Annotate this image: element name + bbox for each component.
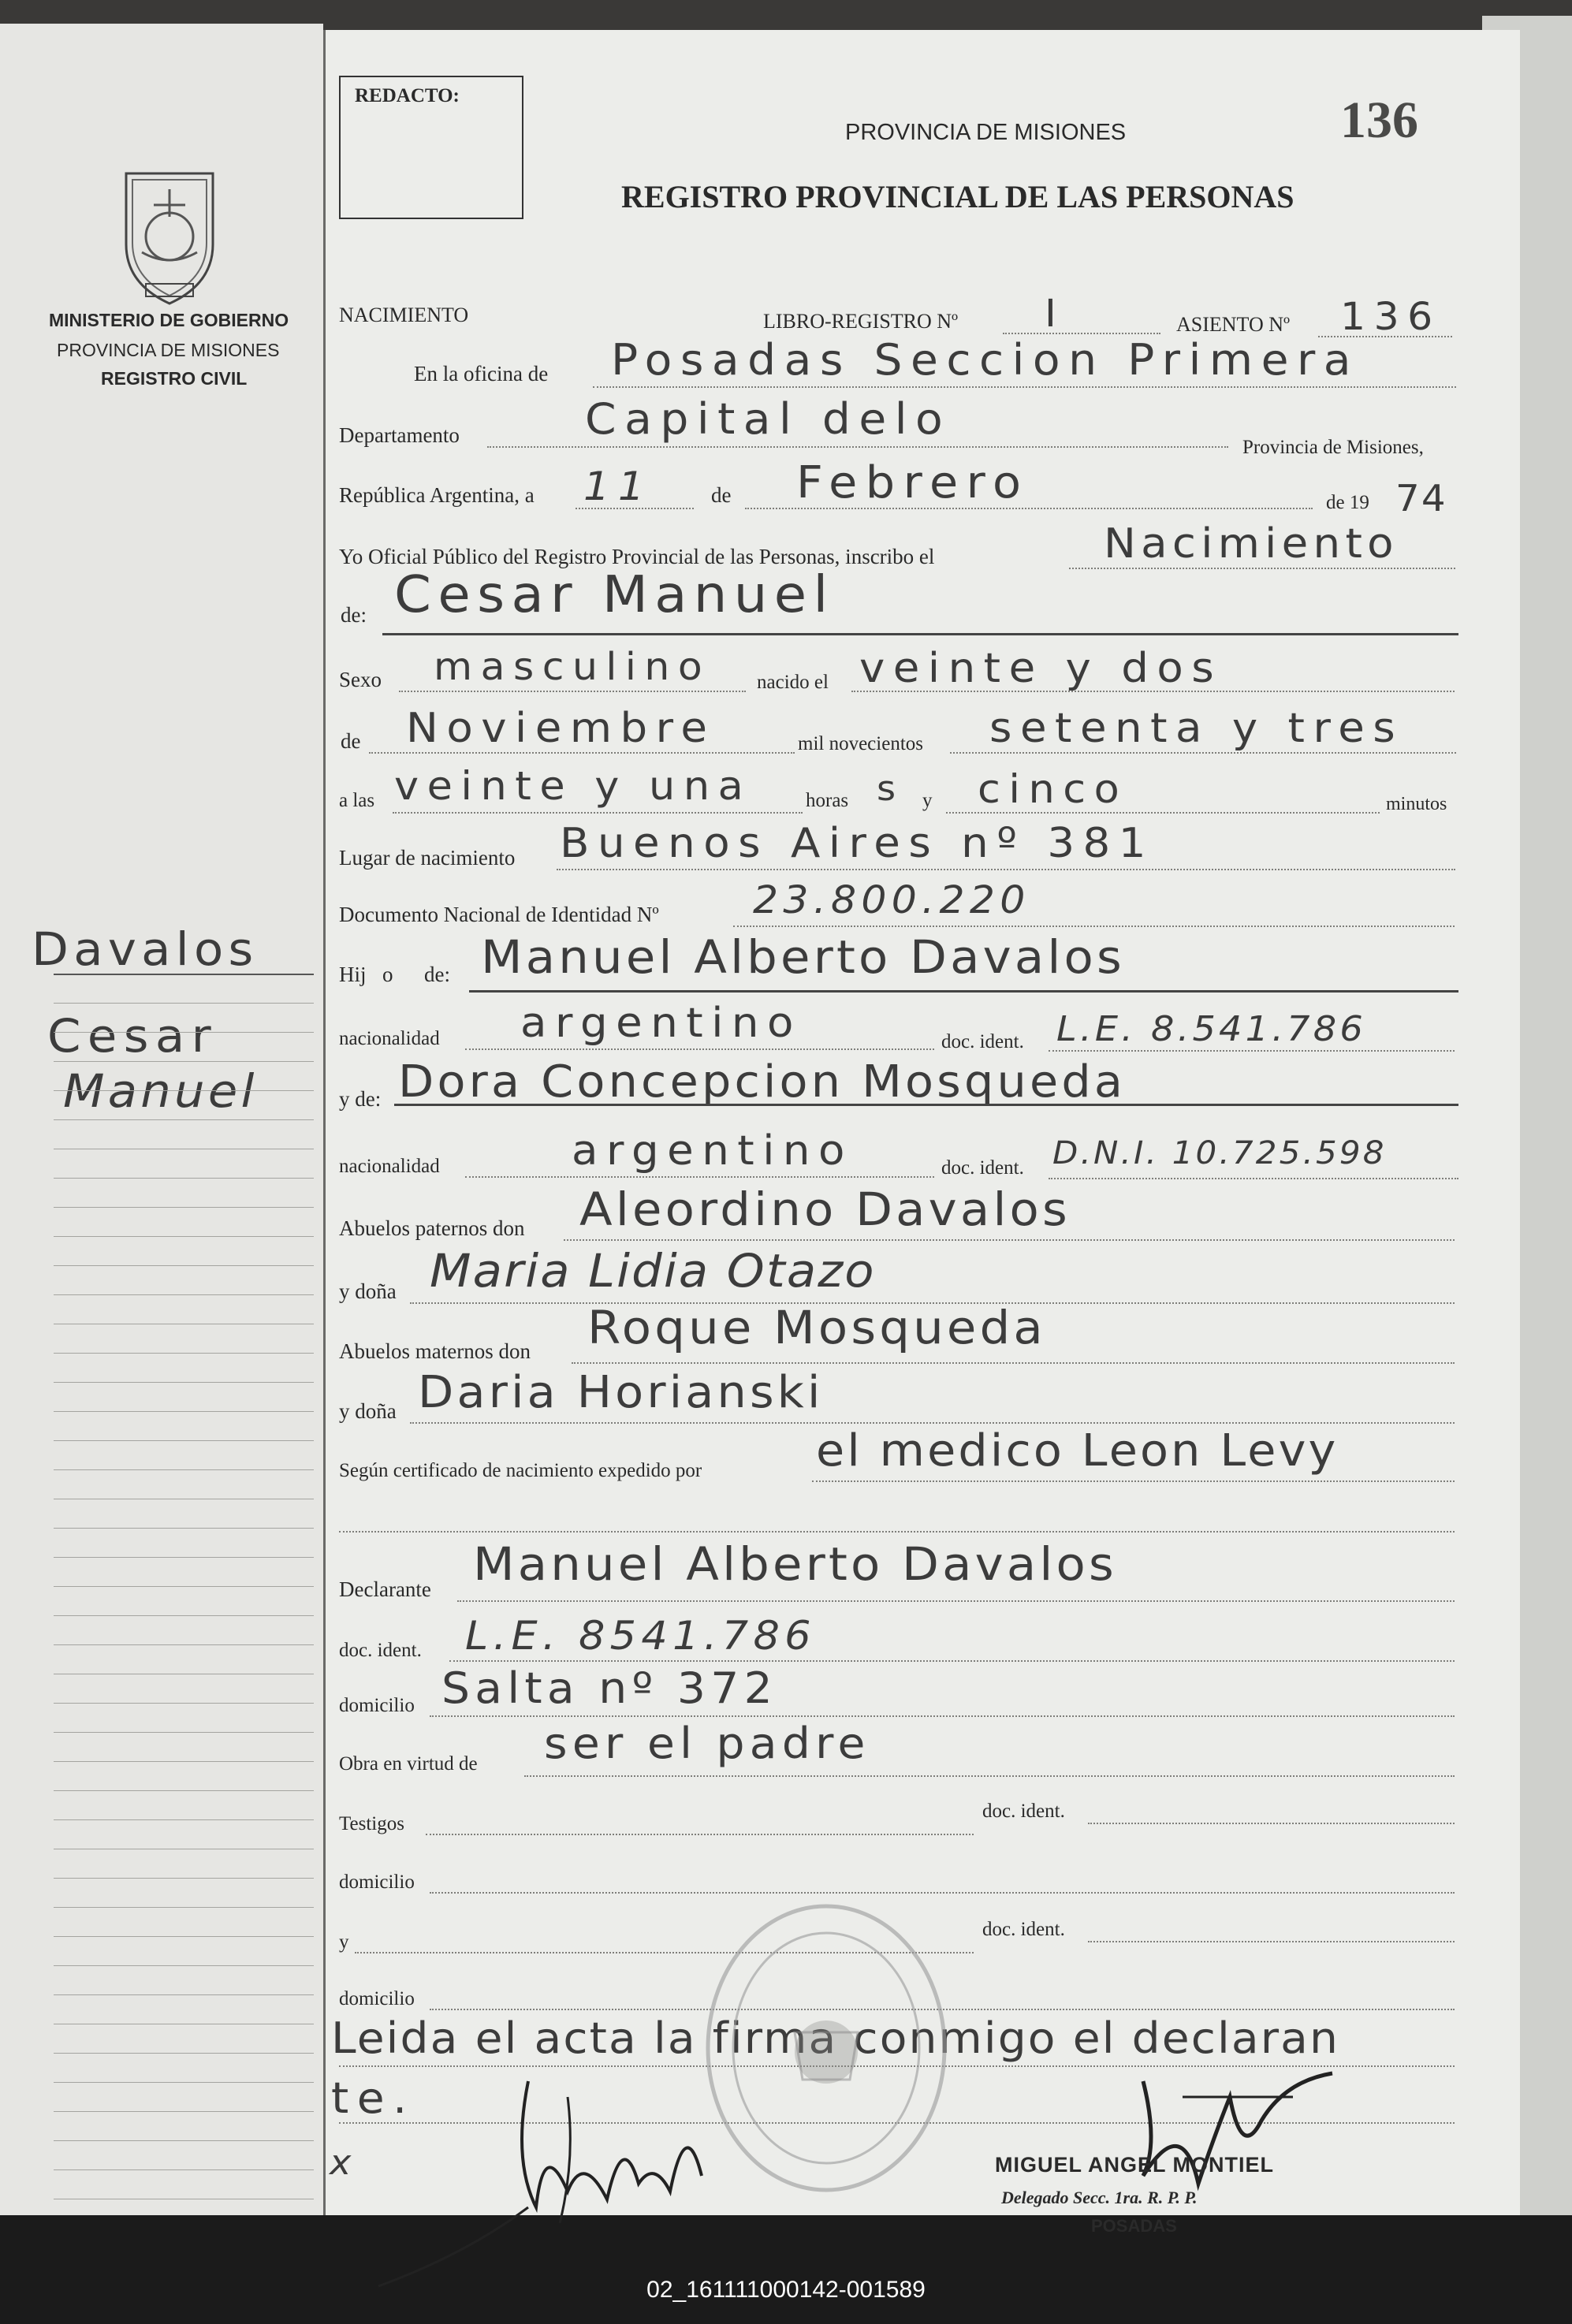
- month-birth-rule: [369, 752, 795, 754]
- dni-label: Documento Nacional de Identidad Nº: [339, 903, 659, 926]
- de-label: de: [711, 483, 732, 507]
- mil-rule: [950, 752, 1456, 754]
- y-label: y: [922, 790, 933, 811]
- margin-rule-line: [54, 1586, 314, 1587]
- officer-title: Delegado Secc. 1ra. R. P. P.: [1001, 2188, 1198, 2207]
- nac1-rule: [465, 1048, 934, 1050]
- domicilio-rule: [430, 1715, 1455, 1717]
- abm-value: Roque Mosqueda: [587, 1301, 1046, 1354]
- sexo-label: Sexo: [339, 668, 382, 691]
- margin-rule-line: [54, 1411, 314, 1412]
- yo-rule: [1069, 568, 1455, 569]
- margin-rule-line: [54, 1236, 314, 1237]
- month-value: Febrero: [796, 457, 1030, 508]
- ministry-line3: REGISTRO CIVIL: [101, 368, 248, 389]
- year-label: de 19: [1326, 492, 1369, 513]
- libro-label: LIBRO-REGISTRO Nº: [763, 310, 959, 333]
- hijo-suffix: o: [382, 963, 393, 986]
- testigos-label: Testigos: [339, 1813, 404, 1834]
- nacido-value: veinte y dos: [859, 645, 1223, 692]
- oficina-label: En la oficina de: [414, 362, 549, 385]
- testigos-rule: [426, 1834, 974, 1835]
- margin-rule-line: [54, 1440, 314, 1441]
- alas-label: a las: [339, 790, 375, 811]
- margin-rule-line: [54, 1790, 314, 1791]
- margin-rule-line: [54, 1061, 314, 1062]
- margin-rule-line: [54, 1528, 314, 1529]
- docd-value: L.E. 8541.786: [465, 1613, 816, 1659]
- page-title: REGISTRO PROVINCIAL DE LAS PERSONAS: [621, 179, 1294, 214]
- redacto-box: [339, 76, 523, 219]
- margin-rule-line: [54, 1294, 314, 1295]
- margin-rule-line: [54, 1965, 314, 1966]
- libro-value: I: [1045, 292, 1065, 336]
- ydona2-value: Daria Horianski: [418, 1367, 824, 1418]
- dni-value: 23.800.220: [753, 878, 1030, 922]
- margin-rule-line: [54, 1119, 314, 1120]
- yde-label: y de:: [339, 1087, 382, 1111]
- horas-label: horas: [806, 790, 849, 811]
- asiento-value: 136: [1340, 295, 1441, 339]
- month-birth-value: Noviembre: [406, 705, 716, 752]
- hour-rule: [393, 812, 803, 814]
- lugar-rule: [557, 869, 1455, 870]
- page-number: 136: [1340, 91, 1418, 149]
- de2-label: de:: [341, 603, 367, 627]
- cert-rule: [812, 1480, 1455, 1482]
- child-name-value: Cesar Manuel: [394, 566, 835, 624]
- declarante-value: Manuel Alberto Davalos: [473, 1537, 1117, 1591]
- redacto-label: REDACTO:: [355, 85, 460, 106]
- hijo-de-label: de:: [424, 963, 450, 986]
- domicilio-value: Salta nº 372: [441, 1663, 777, 1713]
- ydona2-rule: [410, 1422, 1455, 1424]
- abp-label: Abuelos paternos don: [339, 1216, 525, 1240]
- oficina-value: Posadas Seccion Primera: [611, 335, 1360, 385]
- margin-rule-line: [54, 2082, 314, 2083]
- ministry-line2: PROVINCIA DE MISIONES: [57, 340, 280, 360]
- day-rule: [576, 508, 694, 509]
- cert-value: el medico Leon Levy: [816, 1425, 1339, 1477]
- minutes-value: cinco: [978, 766, 1128, 812]
- horas-suffix-s: s: [877, 769, 904, 809]
- nac2-value: argentino: [572, 1127, 853, 1175]
- nac2-rule: [465, 1176, 934, 1178]
- hijo-label: Hij: [339, 963, 367, 986]
- oficina-rule: [593, 386, 1456, 388]
- obra-rule: [524, 1775, 1455, 1777]
- record-type-label: NACIMIENTO: [339, 304, 469, 326]
- y2-label: y: [339, 1931, 349, 1953]
- dom2-rule: [430, 1892, 1455, 1894]
- margin-rule-line: [54, 1265, 314, 1266]
- year-value: 74: [1395, 477, 1447, 520]
- cert-rule-2: [339, 1531, 1455, 1533]
- mil-label: mil novecientos: [798, 733, 923, 754]
- closing-line1: Leida el acta la firma conmigo el declaran: [331, 2013, 1340, 2063]
- margin-rule-line: [54, 1090, 314, 1091]
- doc2-value: D.N.I. 10.725.598: [1052, 1135, 1387, 1171]
- margin-rule-line: [54, 1994, 314, 1995]
- nac1-label: nacionalidad: [339, 1028, 440, 1049]
- mother-value: Dora Concepcion Mosqueda: [398, 1056, 1127, 1108]
- x-mark: x: [330, 2143, 359, 2183]
- margin-rule-line: [54, 1382, 314, 1383]
- margin-rule-line: [54, 1207, 314, 1208]
- departamento-label: Departamento: [339, 423, 460, 447]
- margin-rule-line: [54, 1907, 314, 1908]
- doct1-rule: [1088, 1823, 1455, 1824]
- margin-note-line1: Davalos: [32, 922, 259, 976]
- father-rule: [469, 990, 1458, 993]
- margin-rule-line: [54, 1732, 314, 1733]
- domicilio-label: domicilio: [339, 1695, 415, 1716]
- father-value: Manuel Alberto Davalos: [481, 930, 1125, 984]
- margin-rule-line: [54, 1557, 314, 1558]
- ydona1-label: y doña: [339, 1279, 397, 1303]
- margin-rule-line: [54, 1003, 314, 1004]
- margin-rule-line: [54, 2140, 314, 2141]
- margin-rule-line: [54, 1819, 314, 1820]
- image-caption: 02_161111000142-001589: [646, 2277, 926, 2303]
- abm-label: Abuelos maternos don: [339, 1339, 531, 1363]
- departamento-value: Capital delo: [585, 394, 952, 444]
- dom2-label: domicilio: [339, 1871, 415, 1893]
- doct2-rule: [1088, 1941, 1455, 1942]
- name-rule: [382, 633, 1458, 635]
- libro-rule: [1003, 333, 1160, 334]
- asiento-label: ASIENTO Nº: [1176, 313, 1291, 336]
- margin-rule-line: [54, 1469, 314, 1470]
- mil-value: setenta y tres: [989, 705, 1404, 752]
- margin-rule-line: [54, 1936, 314, 1937]
- declarante-label: Declarante: [339, 1577, 431, 1601]
- doc1-value: L.E. 8.541.786: [1056, 1009, 1366, 1049]
- yo-value: Nacimiento: [1104, 520, 1399, 568]
- sexo-rule: [399, 691, 746, 692]
- margin-rule-line: [54, 974, 314, 975]
- docd-label: doc. ident.: [339, 1640, 422, 1661]
- ministry-line1: MINISTERIO DE GOBIERNO: [49, 310, 289, 330]
- margin-rule-line: [54, 1032, 314, 1033]
- day-value: 11: [583, 464, 653, 509]
- provincial-seal-icon: [110, 158, 229, 315]
- nac1-value: argentino: [520, 1000, 802, 1047]
- mother-rule: [394, 1104, 1458, 1106]
- dom3-label: domicilio: [339, 1988, 415, 2009]
- cert-label: Según certificado de nacimiento expedido por: [339, 1460, 702, 1481]
- yo-label: Yo Oficial Público del Registro Provincial de las Personas, inscribo el: [339, 545, 935, 568]
- doct1-label: doc. ident.: [982, 1801, 1065, 1822]
- officer-name: MIGUEL ANGEL MONTIEL: [995, 2153, 1275, 2177]
- obra-label: Obra en virtud de: [339, 1753, 478, 1775]
- doc1-label: doc. ident.: [941, 1031, 1024, 1052]
- abm-rule: [572, 1362, 1455, 1364]
- hour-value: veinte y una: [394, 763, 752, 809]
- declarante-rule: [457, 1600, 1455, 1602]
- margin-note-line3: Manuel: [63, 1064, 258, 1118]
- margin-rule-line: [54, 1353, 314, 1354]
- margin-rule-line: [54, 1615, 314, 1616]
- nacido-label: nacido el: [757, 672, 829, 693]
- declarant-signature-icon: [371, 2065, 749, 2294]
- sexo-value: masculino: [434, 645, 711, 689]
- de3-label: de: [341, 729, 361, 753]
- republica-label: República Argentina, a: [339, 483, 535, 507]
- departamento-rule: [487, 446, 1228, 448]
- doc2-label: doc. ident.: [941, 1157, 1024, 1179]
- minutos-label: minutos: [1386, 794, 1447, 814]
- margin-rule-line: [54, 1761, 314, 1762]
- doct2-label: doc. ident.: [982, 1919, 1065, 1940]
- abp-value: Aleordino Davalos: [579, 1182, 1071, 1236]
- margin-rule-line: [54, 2169, 314, 2170]
- ydona1-value: Maria Lidia Otazo: [430, 1244, 876, 1298]
- doc2-rule: [1049, 1178, 1458, 1179]
- margin-rule-line: [54, 1644, 314, 1645]
- province-heading: PROVINCIA DE MISIONES: [845, 120, 1127, 145]
- margin-rule-line: [54, 2053, 314, 2054]
- minutes-rule: [946, 812, 1380, 814]
- margin-rule-line: [54, 1178, 314, 1179]
- nac2-label: nacionalidad: [339, 1156, 440, 1177]
- margin-note-line2: Cesar: [47, 1009, 218, 1063]
- closing-line2: te.: [331, 2073, 415, 2123]
- docd-rule: [449, 1660, 1455, 1662]
- doc1-rule: [1049, 1050, 1455, 1052]
- dni-rule: [733, 926, 1455, 927]
- obra-value: ser el padre: [544, 1719, 870, 1768]
- margin-rule-line: [54, 1878, 314, 1879]
- margin-rule-line: [54, 2111, 314, 2112]
- provincia-label: Provincia de Misiones,: [1242, 437, 1424, 458]
- lugar-value: Buenos Aires nº 381: [560, 820, 1155, 867]
- abp-rule: [564, 1239, 1455, 1241]
- margin-rule-line: [54, 1703, 314, 1704]
- ydona2-label: y doña: [339, 1399, 397, 1423]
- lugar-label: Lugar de nacimiento: [339, 846, 516, 870]
- officer-city: POSADAS: [1091, 2216, 1177, 2236]
